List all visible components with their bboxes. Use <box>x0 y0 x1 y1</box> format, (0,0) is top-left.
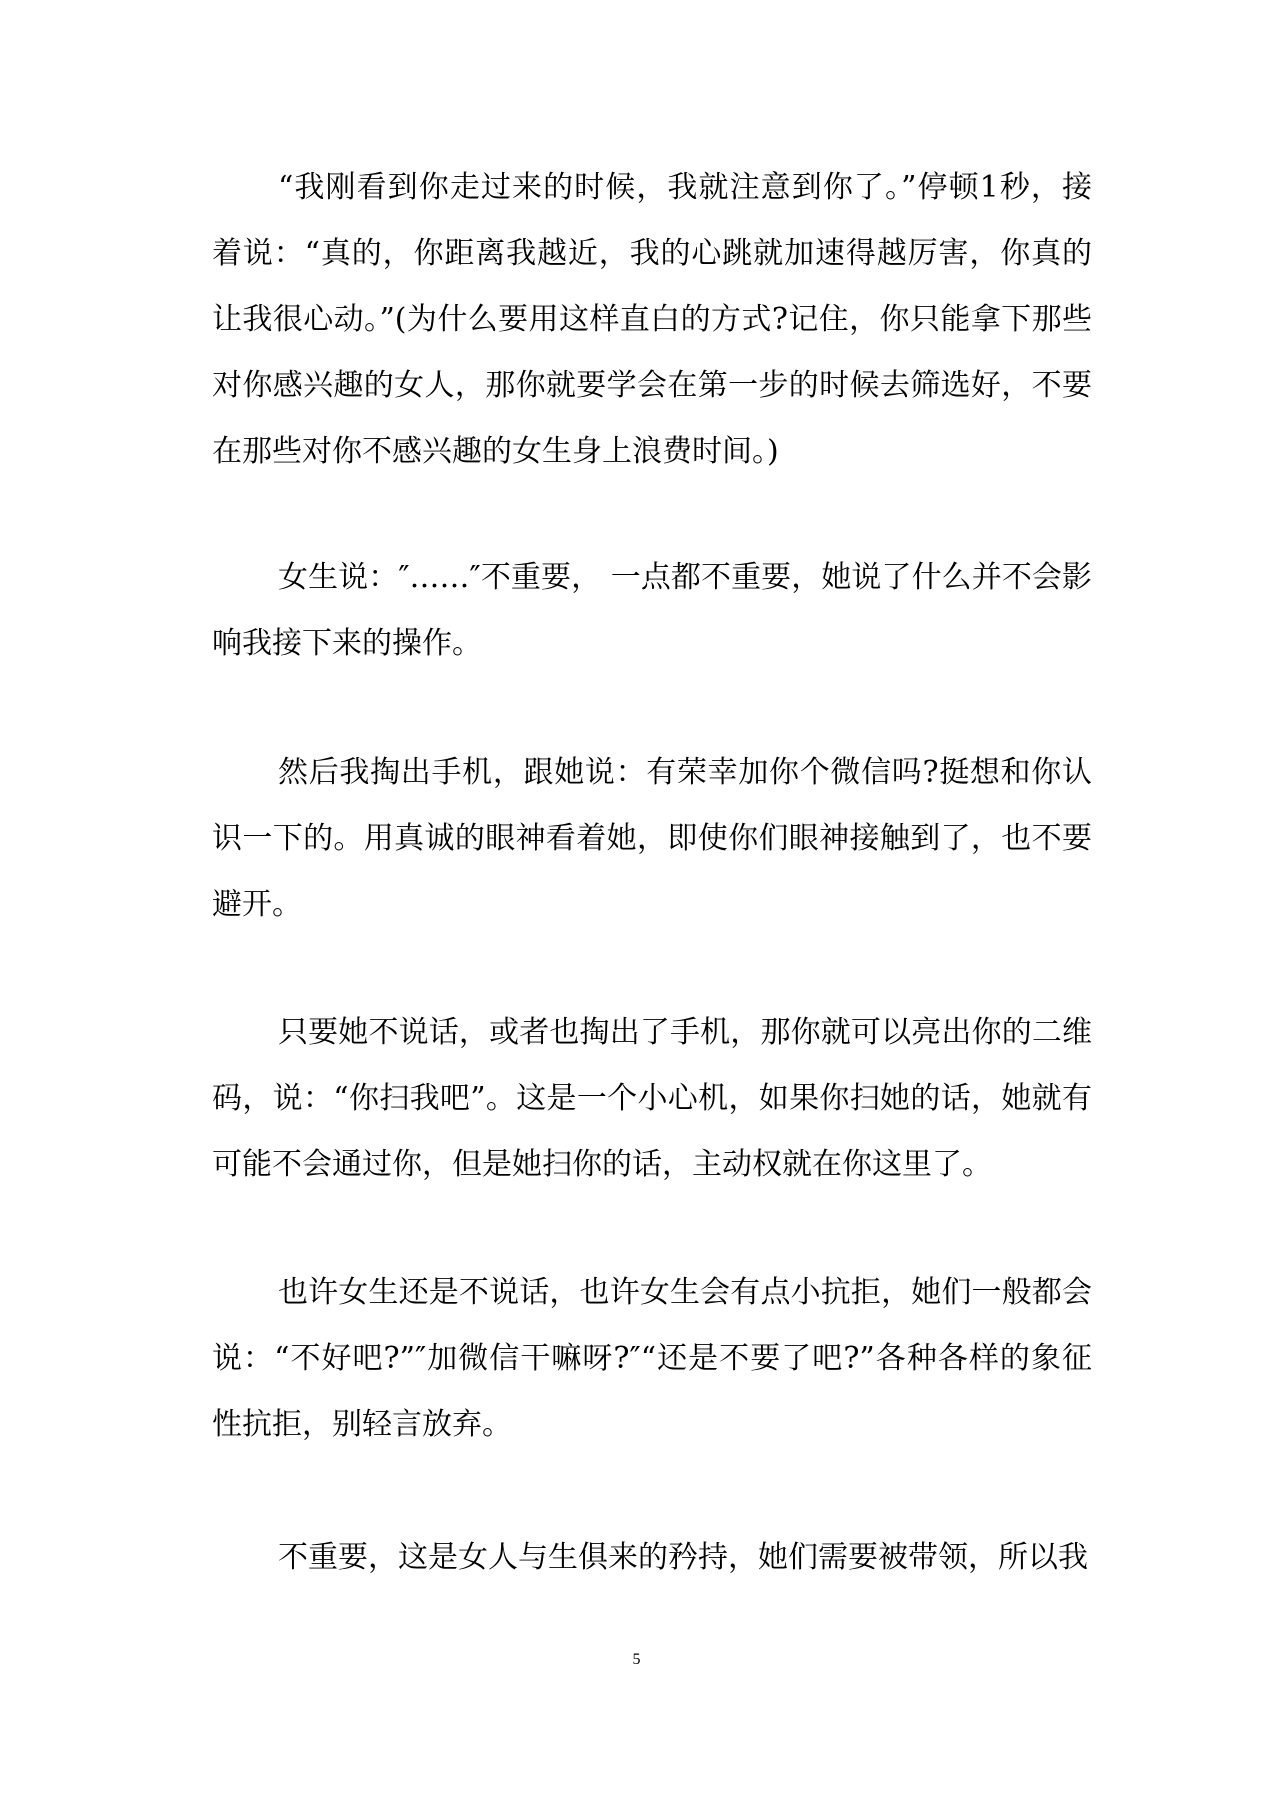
paragraph-3: 然后我掏出手机，跟她说：有荣幸加你个微信吗?挺想和你认识一下的。用真诚的眼神看着她，即使你们眼神接触到了，也不要避开。 <box>212 755 1092 922</box>
paragraph-6: 不重要，这是女人与生俱来的矜持，她们需要被带领，所以我 <box>278 1540 1088 1575</box>
paragraph-4: 只要她不说话，或者也掏出了手机，那你就可以亮出你的二维码，说：“你扫我吧”。这是一个小心机，如果你扫她的话，她就有可能不会通过你，但是她扫你的话，主动权就在你这里了。 <box>212 1015 1092 1182</box>
page-number: 5 <box>632 1651 641 1668</box>
paragraph-2: 女生说：″……″不重要， 一点都不重要，她说了什么并不会影响我接下来的操作。 <box>212 560 1092 661</box>
paragraph-5: 也许女生还是不说话，也许女生会有点小抗拒，她们一般都会说：“不好吧?”″加微信干嘛呀?″“还是不要了吧?”各种各样的象征性抗拒，别轻言放弃。 <box>212 1275 1092 1442</box>
paragraph-1: “我刚看到你走过来的时候，我就注意到你了。”停顿1秒，接着说：“真的，你距离我越近，我的心跳就加速得越厉害，你真的让我很心动。”(为什么要用这样直白的方式?记住，你只能拿下那些对你感兴趣的女人，那你就要学会在第一步的时候去筛选好，不要在那些对你不感兴趣的女生身上浪费时间。) <box>212 170 1092 469</box>
